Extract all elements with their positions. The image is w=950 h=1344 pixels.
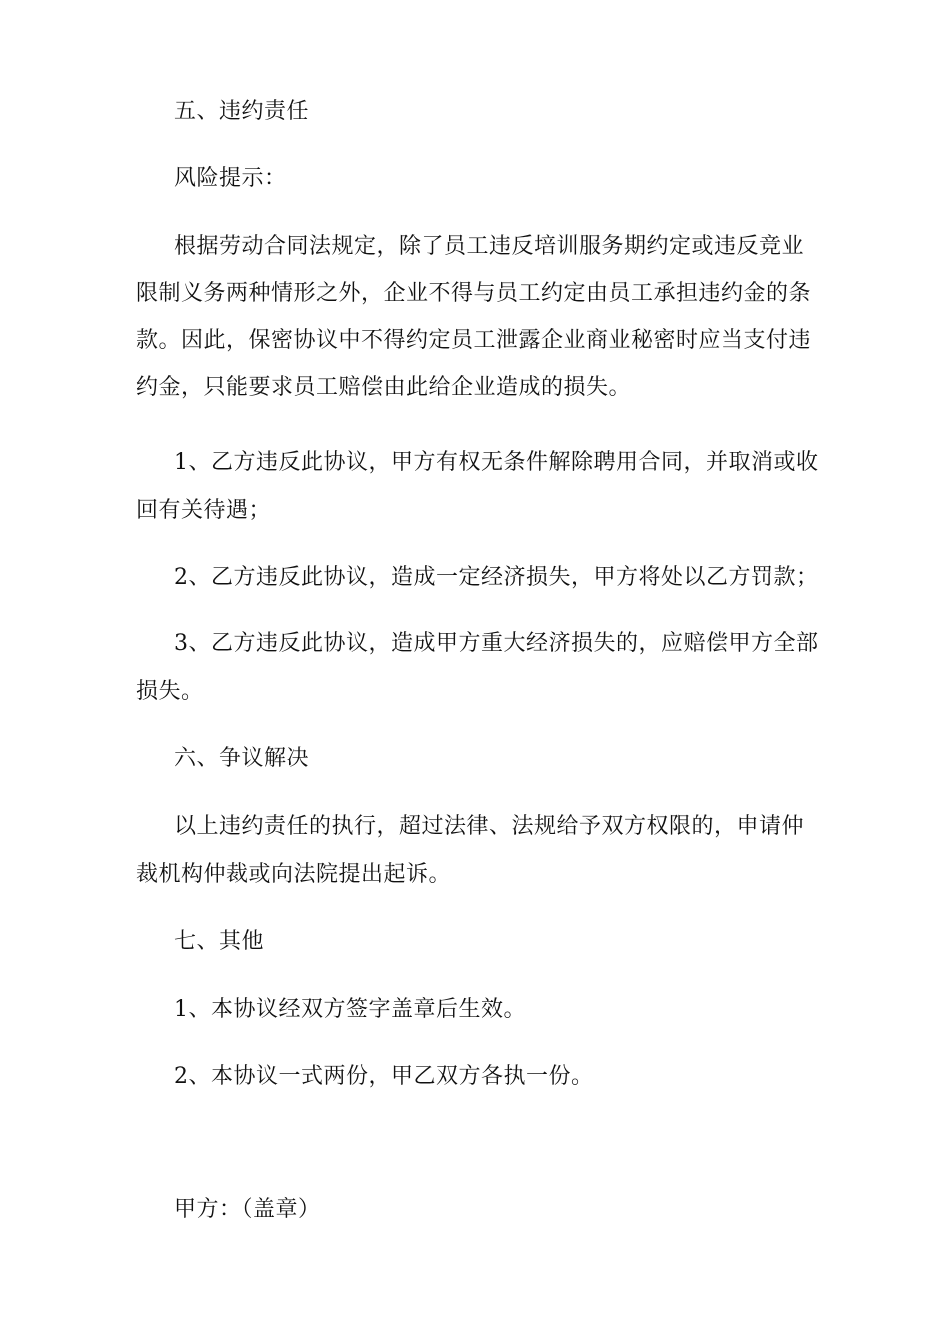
party-a-signature-label: 甲方：（盖章） xyxy=(174,1197,321,1222)
item-2: 2、乙方违反此协议，造成一定经济损失，甲方将处以乙方罚款； xyxy=(174,565,819,590)
section-5-heading: 五、违约责任 xyxy=(174,99,310,124)
risk-para-line-3: 款。因此，保密协议中不得约定员工泄露企业商业秘密时应当支付违 xyxy=(136,328,812,353)
risk-para-line-4: 约金，只能要求员工赔偿由此给企业造成的损失。 xyxy=(136,375,632,400)
item-3-line-1: 3、乙方违反此协议，造成甲方重大经济损失的，应赔偿甲方全部 xyxy=(174,631,819,656)
other-item-1: 1、本协议经双方签字盖章后生效。 xyxy=(174,997,526,1022)
item-1-line-2: 回有关待遇； xyxy=(136,498,272,523)
risk-label: 风险提示： xyxy=(174,166,287,191)
item-3-line-2: 损失。 xyxy=(136,679,204,704)
item-1-line-1: 1、乙方违反此协议，甲方有权无条件解除聘用合同，并取消或收 xyxy=(174,450,819,475)
section-7-heading: 七、其他 xyxy=(174,929,265,954)
other-item-2: 2、本协议一式两份，甲乙双方各执一份。 xyxy=(174,1064,594,1089)
dispute-para-line-2: 裁机构仲裁或向法院提出起诉。 xyxy=(136,862,452,887)
section-6-heading: 六、争议解决 xyxy=(174,746,310,771)
risk-para-line-2: 限制义务两种情形之外，企业不得与员工约定由员工承担违约金的条 xyxy=(136,281,812,306)
risk-para-line-1: 根据劳动合同法规定，除了员工违反培训服务期约定或违反竞业 xyxy=(174,234,805,259)
dispute-para-line-1: 以上违约责任的执行，超过法律、法规给予双方权限的，申请仲 xyxy=(174,814,805,839)
